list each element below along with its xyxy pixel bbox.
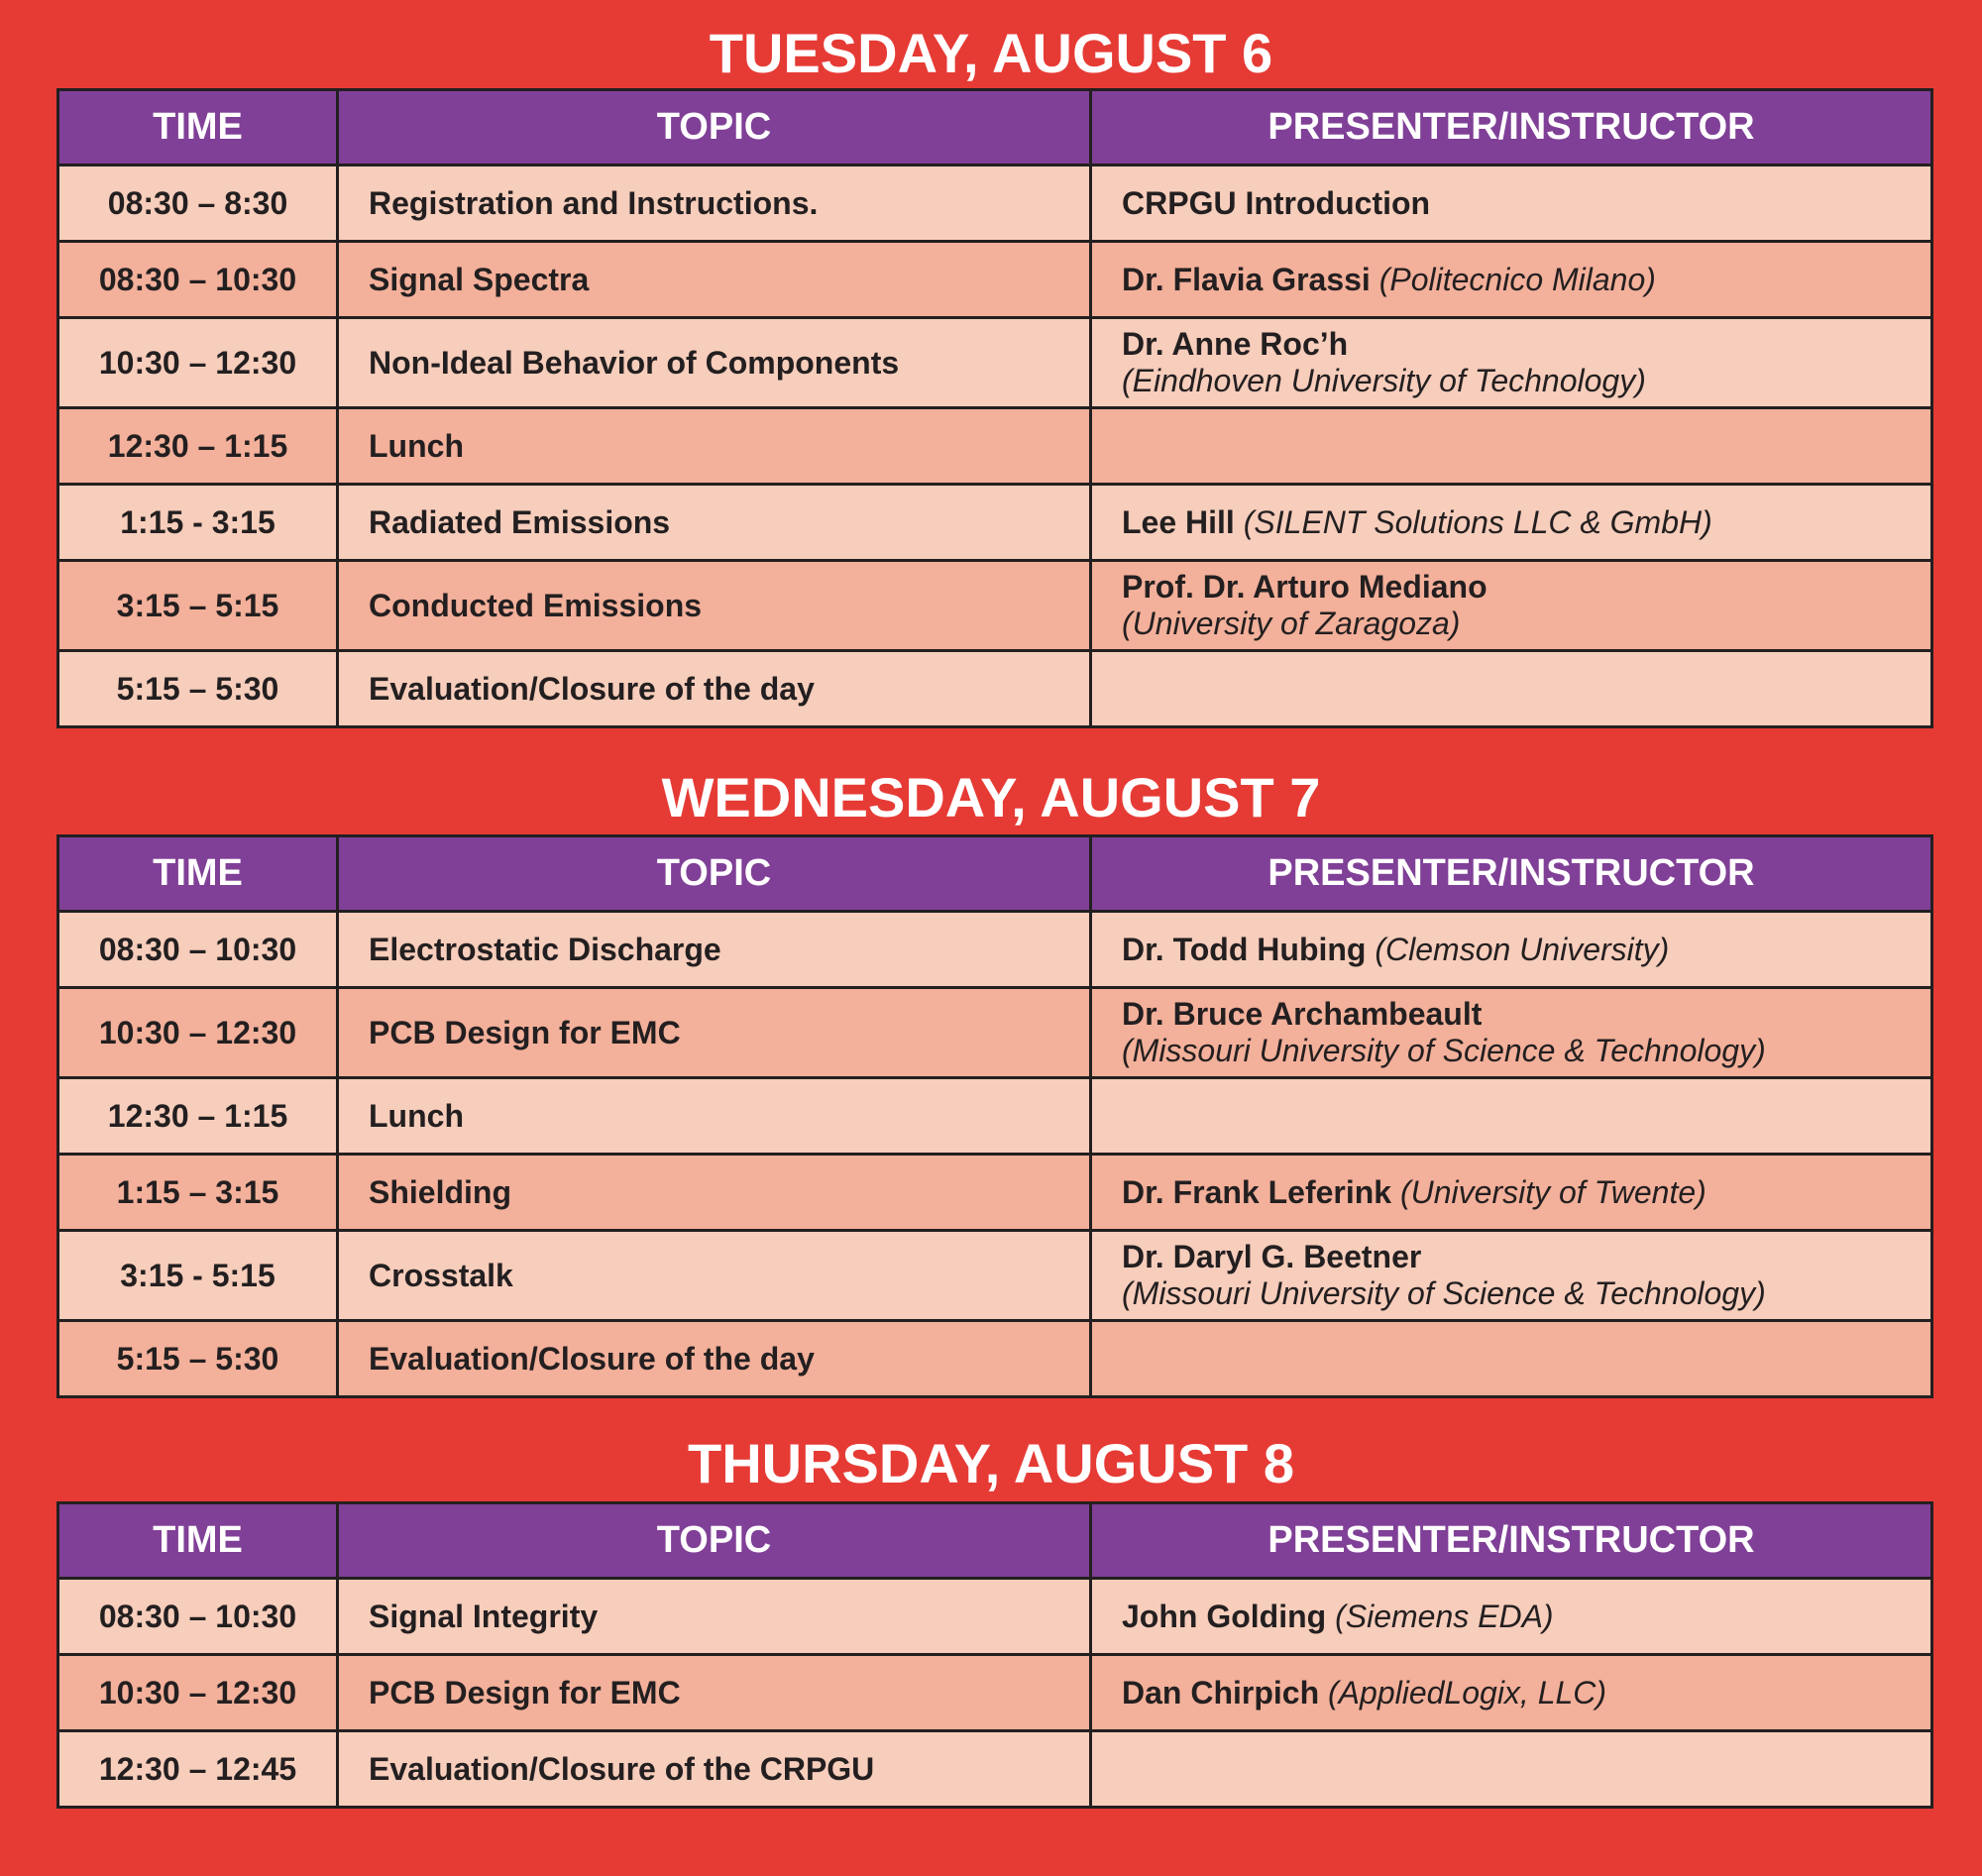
topic-cell: Signal Integrity: [338, 1579, 1091, 1655]
header-presenter: PRESENTER/INSTRUCTOR: [1091, 836, 1932, 912]
presenter-name: John Golding: [1122, 1598, 1327, 1634]
presenter-name: Lee Hill: [1122, 503, 1235, 540]
presenter-affiliation: (Siemens EDA): [1335, 1598, 1554, 1634]
table-row: [58, 561, 1932, 651]
schedule-table: [56, 88, 1933, 728]
presenter-cell: [1091, 651, 1932, 727]
presenter-cell: [1091, 1655, 1932, 1731]
presenter-name: Dr. Daryl G. Beetner: [1122, 1239, 1422, 1274]
presenter-cell: [1091, 485, 1932, 561]
presenter-affiliation: (SILENT Solutions LLC & GmbH): [1243, 503, 1712, 540]
time-cell: 10:30 – 12:30: [58, 318, 338, 408]
table-row: [58, 1078, 1932, 1155]
presenter-affiliation: (University of Twente): [1399, 1173, 1707, 1210]
header-row: [58, 90, 1932, 166]
day-title: WEDNESDAY, AUGUST 7: [661, 766, 1321, 828]
presenter-cell: [1091, 242, 1932, 318]
presenter-cell: [1091, 1579, 1932, 1655]
table-row: [58, 1579, 1932, 1655]
table-row: [58, 988, 1932, 1078]
table-row: [58, 318, 1932, 408]
topic-cell: Registration and Instructions.: [338, 166, 1091, 242]
time-cell: 08:30 – 10:30: [58, 242, 338, 318]
time-cell: 08:30 – 8:30: [58, 166, 338, 242]
topic-cell: Signal Spectra: [338, 242, 1091, 318]
time-cell: 12:30 – 12:45: [58, 1731, 338, 1808]
time-cell: 10:30 – 12:30: [58, 988, 338, 1078]
time-cell: 3:15 - 5:15: [58, 1231, 338, 1321]
presenter-name: CRPGU Introduction: [1122, 184, 1431, 221]
time-cell: 10:30 – 12:30: [58, 1655, 338, 1731]
header-presenter: PRESENTER/INSTRUCTOR: [1091, 1503, 1932, 1579]
presenter-cell: [1091, 408, 1932, 485]
table-row: [58, 1321, 1932, 1397]
table-row: [58, 1155, 1932, 1231]
time-cell: 1:15 - 3:15: [58, 485, 338, 561]
time-cell: 1:15 – 3:15: [58, 1155, 338, 1231]
table-row: [58, 912, 1932, 988]
time-cell: 12:30 – 1:15: [58, 1078, 338, 1155]
presenter-affiliation: (Missouri University of Science & Technology): [1122, 1033, 1766, 1068]
presenter-cell: [1091, 912, 1932, 988]
presenter-cell: [1091, 1231, 1932, 1321]
topic-cell: Electrostatic Discharge: [338, 912, 1091, 988]
header-row: [58, 1503, 1932, 1579]
presenter-cell: [1091, 988, 1932, 1078]
topic-cell: Radiated Emissions: [338, 485, 1091, 561]
presenter-name: Dr. Flavia Grassi: [1122, 261, 1371, 297]
schedule-table: [56, 834, 1933, 1398]
time-cell: 5:15 – 5:30: [58, 1321, 338, 1397]
time-cell: 3:15 – 5:15: [58, 561, 338, 651]
topic-cell: PCB Design for EMC: [338, 988, 1091, 1078]
table-row: [58, 1231, 1932, 1321]
day-title: TUESDAY, AUGUST 6: [709, 22, 1273, 84]
presenter-affiliation: (University of Zaragoza): [1122, 606, 1461, 641]
time-cell: 08:30 – 10:30: [58, 912, 338, 988]
table-row: [58, 1655, 1932, 1731]
presenter-name: Prof. Dr. Arturo Mediano: [1122, 569, 1487, 605]
presenter-name: Dr. Frank Leferink: [1122, 1173, 1392, 1210]
presenter-affiliation: (Missouri University of Science & Technology): [1122, 1275, 1766, 1311]
presenter-cell: [1091, 1155, 1932, 1231]
topic-cell: Evaluation/Closure of the CRPGU: [338, 1731, 1091, 1808]
header-time: TIME: [58, 1503, 338, 1579]
presenter-name: Dr. Todd Hubing: [1122, 931, 1367, 967]
presenter-affiliation: (AppliedLogix, LLC): [1328, 1674, 1607, 1710]
topic-cell: Non-Ideal Behavior of Components: [338, 318, 1091, 408]
time-cell: 5:15 – 5:30: [58, 651, 338, 727]
topic-cell: Shielding: [338, 1155, 1091, 1231]
topic-cell: Lunch: [338, 408, 1091, 485]
presenter-cell: [1091, 1321, 1932, 1397]
presenter-name: Dan Chirpich: [1122, 1674, 1320, 1710]
presenter-cell: [1091, 166, 1932, 242]
header-time: TIME: [58, 90, 338, 166]
table-row: [58, 651, 1932, 727]
presenter-affiliation: (Eindhoven University of Technology): [1122, 363, 1646, 398]
table-row: [58, 166, 1932, 242]
time-cell: 12:30 – 1:15: [58, 408, 338, 485]
table-row: [58, 242, 1932, 318]
presenter-affiliation: (Politecnico Milano): [1378, 261, 1656, 297]
topic-cell: Conducted Emissions: [338, 561, 1091, 651]
header-time: TIME: [58, 836, 338, 912]
presenter-cell: [1091, 1078, 1932, 1155]
topic-cell: Evaluation/Closure of the day: [338, 651, 1091, 727]
topic-cell: Lunch: [338, 1078, 1091, 1155]
header-topic: TOPIC: [338, 90, 1091, 166]
header-row: [58, 836, 1932, 912]
header-topic: TOPIC: [338, 836, 1091, 912]
header-presenter: PRESENTER/INSTRUCTOR: [1091, 90, 1932, 166]
schedule-table: [56, 1501, 1933, 1809]
topic-cell: PCB Design for EMC: [338, 1655, 1091, 1731]
presenter-name: Dr. Bruce Archambeault: [1122, 996, 1483, 1032]
time-cell: 08:30 – 10:30: [58, 1579, 338, 1655]
presenter-affiliation: (Clemson University): [1375, 931, 1670, 967]
table-row: [58, 408, 1932, 485]
presenter-cell: [1091, 561, 1932, 651]
header-topic: TOPIC: [338, 1503, 1091, 1579]
presenter-cell: [1091, 1731, 1932, 1808]
table-row: [58, 485, 1932, 561]
table-row: [58, 1731, 1932, 1808]
topic-cell: Evaluation/Closure of the day: [338, 1321, 1091, 1397]
day-title: THURSDAY, AUGUST 8: [688, 1432, 1294, 1494]
presenter-cell: [1091, 318, 1932, 408]
topic-cell: Crosstalk: [338, 1231, 1091, 1321]
presenter-name: Dr. Anne Roc’h: [1122, 326, 1349, 362]
